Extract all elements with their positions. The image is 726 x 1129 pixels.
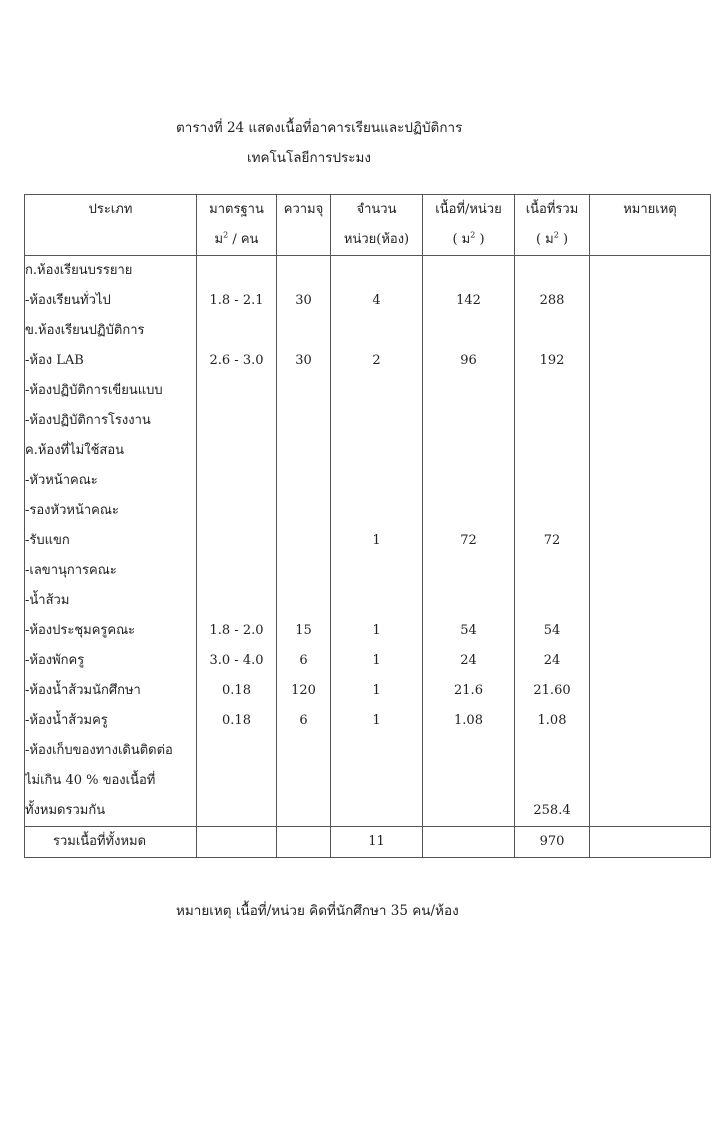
- cell-total-area: 1.08: [515, 706, 590, 736]
- table-row: [25, 796, 711, 827]
- cell-count: 1: [331, 526, 423, 556]
- cell-total-area: [515, 436, 590, 466]
- table-row: [25, 346, 711, 376]
- total-count: 11: [331, 827, 423, 858]
- table-row: [25, 466, 711, 496]
- cell-area-per-unit: [423, 556, 515, 586]
- table-row: [25, 616, 711, 646]
- cell-remark: [590, 646, 711, 676]
- cell-remark: [590, 796, 711, 827]
- cell-remark: [590, 316, 711, 346]
- cell-capacity: [277, 556, 331, 586]
- cell-standard: [197, 556, 277, 586]
- cell-total-area: 24: [515, 646, 590, 676]
- table-row: [25, 496, 711, 526]
- cell-count: 2: [331, 346, 423, 376]
- table-row: [25, 736, 711, 766]
- cell-type: ไม่เกิน 40 % ของเนื้อที่: [25, 766, 197, 796]
- total-area-per-unit: [423, 827, 515, 858]
- cell-remark: [590, 706, 711, 736]
- cell-total-area: 21.60: [515, 676, 590, 706]
- cell-type: -ห้องน้ำส้วมครู: [25, 706, 197, 736]
- cell-capacity: 120: [277, 676, 331, 706]
- cell-count: [331, 436, 423, 466]
- cell-standard: 1.8 - 2.0: [197, 616, 277, 646]
- cell-area-per-unit: [423, 586, 515, 616]
- cell-total-area: [515, 376, 590, 406]
- cell-type: -ห้องประชุมครูคณะ: [25, 616, 197, 646]
- cell-area-per-unit: [423, 256, 515, 287]
- cell-count: [331, 496, 423, 526]
- cell-count: [331, 556, 423, 586]
- cell-type: -ห้อง LAB: [25, 346, 197, 376]
- cell-count: [331, 376, 423, 406]
- header-type: ประเภท: [25, 195, 197, 226]
- cell-area-per-unit: 54: [423, 616, 515, 646]
- total-row: [25, 827, 711, 858]
- cell-standard: 3.0 - 4.0: [197, 646, 277, 676]
- table-row: [25, 646, 711, 676]
- cell-standard: [197, 256, 277, 287]
- cell-area-per-unit: [423, 466, 515, 496]
- cell-remark: [590, 676, 711, 706]
- cell-count: [331, 586, 423, 616]
- cell-remark: [590, 586, 711, 616]
- cell-capacity: [277, 736, 331, 766]
- cell-total-area: 192: [515, 346, 590, 376]
- cell-total-area: 54: [515, 616, 590, 646]
- cell-standard: [197, 316, 277, 346]
- cell-area-per-unit: [423, 736, 515, 766]
- cell-type: -หัวหน้าคณะ: [25, 466, 197, 496]
- total-remark: [590, 827, 711, 858]
- cell-type: ก.ห้องเรียนบรรยาย: [25, 256, 197, 287]
- cell-area-per-unit: 21.6: [423, 676, 515, 706]
- cell-capacity: [277, 376, 331, 406]
- table-row: [25, 556, 711, 586]
- header-total-area: เนื้อที่รวม: [515, 195, 590, 226]
- cell-area-per-unit: 1.08: [423, 706, 515, 736]
- table-row: [25, 586, 711, 616]
- cell-capacity: [277, 796, 331, 827]
- cell-count: 1: [331, 646, 423, 676]
- cell-remark: [590, 256, 711, 287]
- cell-count: 4: [331, 286, 423, 316]
- cell-standard: [197, 766, 277, 796]
- table-row: [25, 766, 711, 796]
- cell-remark: [590, 346, 711, 376]
- cell-total-area: [515, 466, 590, 496]
- header-total-area-unit: ( ม$^2$ ): [515, 225, 590, 256]
- cell-capacity: [277, 586, 331, 616]
- cell-standard: [197, 526, 277, 556]
- cell-count: 1: [331, 706, 423, 736]
- cell-count: [331, 316, 423, 346]
- header-row: [25, 195, 711, 226]
- cell-type: -ห้องปฏิบัติการเขียนแบบ: [25, 376, 197, 406]
- cell-area-per-unit: [423, 316, 515, 346]
- cell-area-per-unit: 72: [423, 526, 515, 556]
- table-row: [25, 526, 711, 556]
- cell-area-per-unit: [423, 376, 515, 406]
- table-caption-subtitle: เทคโนโลยีการประมง: [247, 150, 372, 166]
- header-count: จำนวน: [331, 195, 423, 226]
- cell-type: -ห้องปฏิบัติการโรงงาน: [25, 406, 197, 436]
- cell-type: -ห้องน้ำส้วมนักศึกษา: [25, 676, 197, 706]
- cell-standard: 0.18: [197, 706, 277, 736]
- table-row: [25, 706, 711, 736]
- cell-total-area: 72: [515, 526, 590, 556]
- header-capacity: ความจุ: [277, 195, 331, 226]
- cell-area-per-unit: [423, 436, 515, 466]
- cell-total-area: [515, 496, 590, 526]
- cell-standard: [197, 496, 277, 526]
- cell-type: -ห้องเก็บของทางเดินติดต่อ: [25, 736, 197, 766]
- cell-standard: [197, 406, 277, 436]
- cell-type: -ห้องเรียนทั่วไป: [25, 286, 197, 316]
- cell-remark: [590, 376, 711, 406]
- cell-capacity: [277, 526, 331, 556]
- cell-capacity: [277, 766, 331, 796]
- cell-total-area: 288: [515, 286, 590, 316]
- cell-remark: [590, 766, 711, 796]
- cell-total-area: [515, 316, 590, 346]
- total-capacity: [277, 827, 331, 858]
- cell-capacity: 15: [277, 616, 331, 646]
- table-body: [25, 256, 711, 827]
- cell-area-per-unit: 96: [423, 346, 515, 376]
- cell-area-per-unit: 142: [423, 286, 515, 316]
- cell-area-per-unit: [423, 766, 515, 796]
- cell-type: ข.ห้องเรียนปฏิบัติการ: [25, 316, 197, 346]
- header-remark: หมายเหตุ: [590, 195, 711, 226]
- table-row: [25, 376, 711, 406]
- cell-standard: [197, 736, 277, 766]
- cell-area-per-unit: 24: [423, 646, 515, 676]
- cell-type: ทั้งหมดรวมกัน: [25, 796, 197, 827]
- cell-type: -น้ำส้วม: [25, 586, 197, 616]
- cell-remark: [590, 616, 711, 646]
- cell-standard: [197, 436, 277, 466]
- cell-standard: [197, 376, 277, 406]
- cell-count: [331, 736, 423, 766]
- cell-total-area: [515, 766, 590, 796]
- table-row: [25, 256, 711, 287]
- cell-remark: [590, 466, 711, 496]
- cell-capacity: [277, 316, 331, 346]
- footnote: หมายเหตุ เนื้อที่/หน่วย คิดที่นักศึกษา 35 คน/ห้อง: [176, 903, 459, 919]
- cell-capacity: [277, 496, 331, 526]
- cell-capacity: 6: [277, 646, 331, 676]
- cell-capacity: 6: [277, 706, 331, 736]
- cell-count: [331, 466, 423, 496]
- cell-standard: 0.18: [197, 676, 277, 706]
- cell-area-per-unit: [423, 406, 515, 436]
- cell-type: -ห้องพักครู: [25, 646, 197, 676]
- table-row: [25, 406, 711, 436]
- header-area-per-unit-unit: ( ม$^2$ ): [423, 225, 515, 256]
- cell-type: -เลขานุการคณะ: [25, 556, 197, 586]
- cell-total-area: [515, 736, 590, 766]
- header-count-unit: หน่วย(ห้อง): [331, 225, 423, 256]
- header-units-row: [25, 225, 711, 256]
- table-row: [25, 286, 711, 316]
- cell-capacity: [277, 406, 331, 436]
- cell-remark: [590, 406, 711, 436]
- cell-standard: [197, 586, 277, 616]
- cell-area-per-unit: [423, 796, 515, 827]
- cell-total-area: [515, 256, 590, 287]
- cell-standard: 1.8 - 2.1: [197, 286, 277, 316]
- table-row: [25, 316, 711, 346]
- cell-total-area: 258.4: [515, 796, 590, 827]
- cell-remark: [590, 526, 711, 556]
- header-area-per-unit: เนื้อที่/หน่วย: [423, 195, 515, 226]
- cell-area-per-unit: [423, 496, 515, 526]
- cell-standard: [197, 466, 277, 496]
- cell-capacity: [277, 256, 331, 287]
- cell-remark: [590, 496, 711, 526]
- cell-count: 1: [331, 616, 423, 646]
- cell-remark: [590, 286, 711, 316]
- header-standard-unit: ม$^2$ / คน: [197, 225, 277, 256]
- cell-capacity: 30: [277, 286, 331, 316]
- cell-total-area: [515, 586, 590, 616]
- cell-capacity: [277, 466, 331, 496]
- cell-count: [331, 406, 423, 436]
- cell-capacity: 30: [277, 346, 331, 376]
- table-row: [25, 676, 711, 706]
- cell-type: -รองหัวหน้าคณะ: [25, 496, 197, 526]
- cell-capacity: [277, 436, 331, 466]
- cell-total-area: [515, 556, 590, 586]
- cell-type: ค.ห้องที่ไม่ใช้สอน: [25, 436, 197, 466]
- cell-remark: [590, 736, 711, 766]
- cell-count: [331, 796, 423, 827]
- table-caption: ตารางที่ 24 แสดงเนื้อที่อาคารเรียนและปฏิบัติการ: [176, 120, 463, 136]
- table-row: [25, 436, 711, 466]
- cell-standard: [197, 796, 277, 827]
- header-standard: มาตรฐาน: [197, 195, 277, 226]
- cell-type: -รับแขก: [25, 526, 197, 556]
- classroom-area-table: [24, 194, 711, 858]
- cell-remark: [590, 436, 711, 466]
- cell-count: [331, 766, 423, 796]
- total-total-area: 970: [515, 827, 590, 858]
- total-label: รวมเนื้อที่ทั้งหมด: [25, 827, 197, 858]
- cell-count: 1: [331, 676, 423, 706]
- cell-total-area: [515, 406, 590, 436]
- cell-count: [331, 256, 423, 287]
- total-standard: [197, 827, 277, 858]
- cell-remark: [590, 556, 711, 586]
- cell-standard: 2.6 - 3.0: [197, 346, 277, 376]
